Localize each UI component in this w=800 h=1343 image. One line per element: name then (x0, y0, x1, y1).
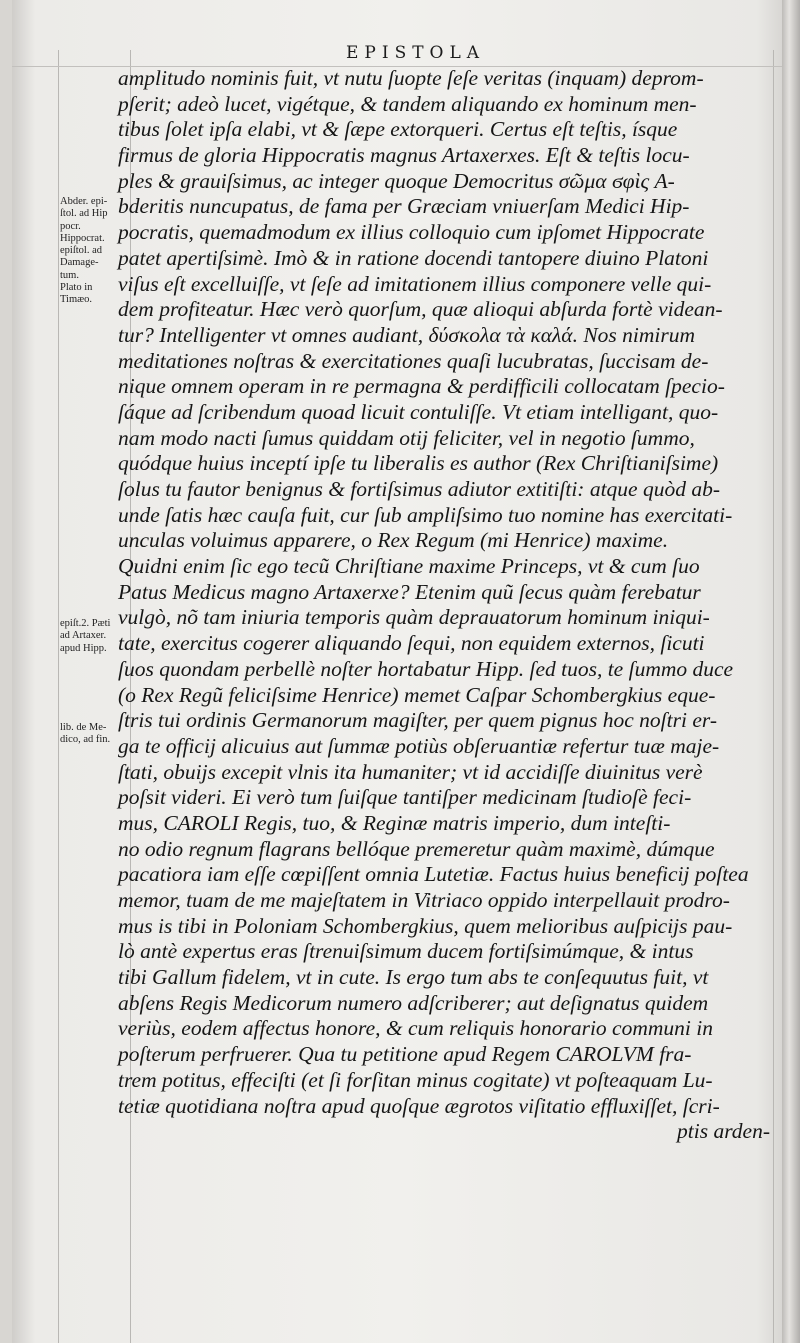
text-line: tetiæ quotidiana noſtra apud quoſque ægrotos viſitatio effluxiſſet, ſcri- (118, 1093, 720, 1118)
margin-note-line: Damage- (60, 257, 99, 269)
margin-note-line: tum. (60, 269, 79, 281)
text-line: ſuos quondam perbellè noſter hortabatur Hipp. ſed tuos, te ſummo duce (118, 656, 734, 681)
text-line: meditationes noſtras & exercitationes quaſi lucubratas, ſuccisam de- (118, 348, 709, 373)
text-line: vulgò, nõ tam iniuria temporis quàm deprauatorum hominum iniqui- (118, 605, 710, 630)
text-line: nique omnem operam in re permagna & perdifficili collocatam ſpecio- (118, 374, 725, 399)
text-line: (o Rex Regũ feliciſsime Henrice) memet Caſpar Schombergkius eque- (118, 682, 716, 707)
text-line: pſerit; adeò lucet, vigétque, & tandem aliquando ex hominum men- (118, 91, 697, 116)
text-line: tur? Intelligenter vt omnes audiant, δύσκολα τὰ καλά. Nos nimirum (118, 322, 696, 347)
text-line: trem potitus, effeciſti (et ſi forſitan minus cogitate) vt poſteaquam Lu- (118, 1067, 713, 1092)
text-line: unculas voluimus apparere, o Rex Regum (mi Henrice) maxime. (118, 528, 669, 553)
margin-rule-left (58, 50, 59, 1343)
margin-note-line: lib. de Me- (60, 722, 107, 733)
text-line: quódque huius inceptí ipſe tu liberalis es author (Rex Chriſtianiſsime) (118, 451, 719, 476)
running-header: EPISTOLA (346, 43, 486, 63)
text-line: nam modo nacti ſumus quiddam otij feliciter, vel in negotio ſummo, (118, 425, 695, 450)
text-line: firmus de gloria Hippocratis magnus Artaxerxes. Eſt & teſtis locu- (118, 143, 690, 168)
text-line: pocratis, quemadmodum ex illius colloquio cum ipſomet Hippocrate (118, 220, 705, 245)
text-line: ſolus tu fautor benignus & fortiſsimus adiutor extitiſti: atque quòd ab- (118, 477, 720, 501)
text-line: no odio regnum flagrans bellóque premeretur quàm maximè, dúmque (118, 836, 715, 861)
margin-note-abdera (60, 196, 126, 307)
text-line: amplitudo nominis fuit, vt nutu ſuopte ſeſe veritas (inquam) deprom- (118, 66, 704, 90)
text-line: lò antè expertus eras ſtrenuiſsimum ducem fortiſsimúmque, & intus (118, 939, 694, 964)
text-line: bderitis nuncupatus, de fama per Græciam vniuerſam Medici Hip- (118, 194, 690, 219)
margin-note-de-medico (60, 722, 126, 747)
text-line: ga te officij alicuius aut ſummæ potiùs obſeruantiæ refertur tuæ maje- (118, 733, 720, 758)
catchword-line: ptis arden- (677, 1119, 770, 1144)
margin-note-line: apud Hipp. (60, 642, 107, 654)
text-line: viſus eſt excelluiſſe, vt ſeſe ad imitationem illius componere velle qui- (118, 271, 712, 296)
text-line: Patus Medicus magno Artaxerxe? Etenim quũ ſecus quàm ferebatur (118, 579, 701, 604)
margin-note-line: pocr. (60, 220, 81, 232)
text-line: poſsit videri. Ei verò tum ſuiſque tantiſper medicinam ſtudioſè feci- (118, 785, 692, 810)
margin-rule-right (773, 50, 774, 1343)
margin-note-line: Plato in (60, 282, 93, 294)
text-line: patet apertiſsimè. Imò & in ratione docendi tantopere diuino Platoni (118, 245, 709, 270)
text-line: tate, exercitus cogerer aliquando ſequi, non equidem externos, ſicuti (118, 631, 705, 656)
margin-note-line: Timæo. (60, 294, 93, 306)
text-line: mus is tibi in Poloniam Schombergkius, quem melioribus auſpicijs pau- (118, 913, 733, 938)
text-line: pacatiora iam eſſe cœpiſſent omnia Lutetiæ. Factus huius beneficij poſtea (118, 862, 749, 887)
text-line: ſtris tui ordinis Germanorum magiſter, per quem pignus hoc noſtri er- (118, 708, 717, 733)
text-line: ſáque ad ſcribendum quoad licuit contuliſſe. Vt etiam intelligant, quo- (118, 399, 719, 424)
margin-note-paeti (60, 618, 126, 655)
text-line: memor, tuam de me majeſtatem in Vitriaco oppido interpellauit prodro- (118, 888, 730, 912)
text-line: tibus ſolet ipſa elabi, vt & ſæpe extorqueri. Certus eſt teſtis, ísque (118, 117, 678, 142)
margin-note-line: ſtol. ad Hip (60, 208, 108, 220)
text-line: veriùs, eodem affectus honore, & cum reliquis honorario communi in (118, 1016, 713, 1041)
text-line: tibi Gallum fidelem, vt in cute. Is ergo tum abs te conſequutus fuit, vt (118, 965, 709, 990)
text-line: abſens Regis Medicorum numero adſcriberer; aut deſignatus quidem (118, 990, 709, 1015)
body-text (118, 66, 770, 1145)
text-line: dem profiteatur. Hæc verò quorſum, quæ alioqui abſurda fortè videan- (118, 297, 723, 322)
margin-note-line: epiſtol. ad (60, 245, 102, 257)
margin-note-line: ad Artaxer. (60, 630, 107, 642)
margin-note-line: dico, ad fin. (60, 734, 111, 746)
text-line: ſtati, obuijs excepit vlnis ita humaniter; vt id accidiſſe diuinitus verè (118, 759, 703, 784)
margin-note-line: Abder. epi- (60, 196, 108, 207)
text-line: mus, CAROLI Regis, tuo, & Reginæ matris imperio, dum inteſti- (118, 810, 671, 835)
text-line: ples & grauiſsimus, ac integer quoque Democritus σῶμα ϭφὶς A- (118, 168, 675, 193)
margin-note-line: epiſt.2. Pæti (60, 618, 111, 629)
page-edge (782, 0, 800, 1343)
margin-note-line: Hippocrat. (60, 232, 105, 244)
text-line: unde ſatis hæc cauſa fuit, cur ſub ampliſsimo tuo nomine has exercitati- (118, 502, 733, 527)
text-line: Quidni enim ſic ego tecũ Chriſtiane maxime Princeps, vt & cum ſuo (118, 554, 700, 579)
text-line: poſterum perfruerer. Qua tu petitione apud Regem CAROLVM fra- (118, 1042, 692, 1067)
